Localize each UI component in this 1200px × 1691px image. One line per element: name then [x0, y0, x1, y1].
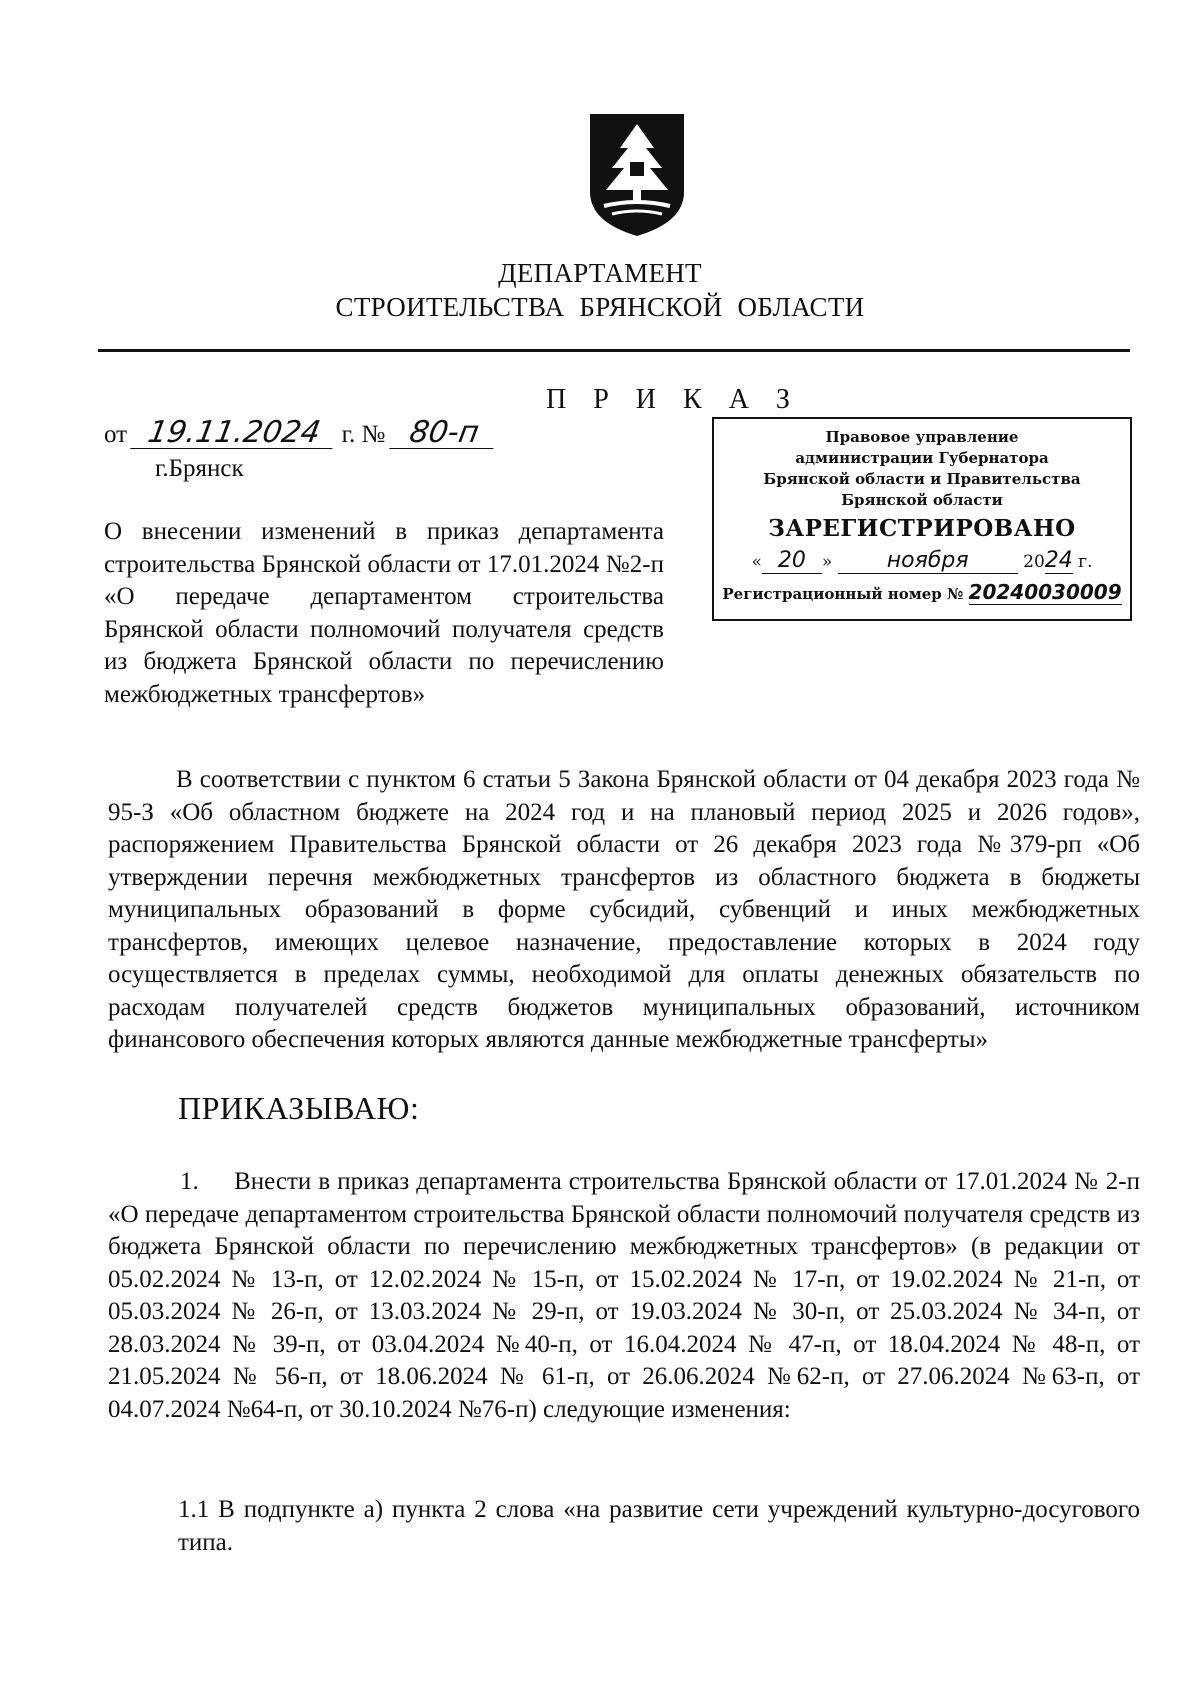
- stamp-reg-number: 20240030009: [968, 580, 1122, 604]
- stamp-date-line: « 20 » ноября 2024 г.: [751, 548, 1093, 573]
- order-item-1: 1. Внести в приказ департамента строительства Брянской области от 17.01.2024 № 2-п «О передаче департаментом строительства Брянской области полномочий получателя средств из бюджета Брянской области по перечислению межбюджетных трансфертов» (в редакции от 05.02.2024 № 13-п, от 12.02.2024 № 15-п, от 15.02.2024 № 17-п, от 19.02.2024 № 21-п, от 05.03.2024 № 26-п, от 13.03.2024 № 29-п, от 19.03.2024 № 30-п, от 25.03.2024 № 34-п, от 28.03.2024 № 39-п, от 03.04.2024 №40-п, от 16.04.2024 № 47-п, от 18.04.2024 № 48-п, от 21.05.2024 № 56-п, от 18.06.2024 № 61-п, от 26.06.2024 №62-п, от 27.06.2024 №63-п, от 04.07.2024 №64-п, от 30.10.2024 №76-п) следующие изменения:: [108, 1168, 1140, 1423]
- coat-of-arms-emblem: [582, 110, 692, 240]
- stamp-reg-label: Регистрационный номер №: [722, 585, 964, 603]
- from-label: от: [104, 421, 128, 448]
- order-subject: О внесении изменений в приказ департамента строительства Брянской области от 17.01.2024 №2-п «О передаче департаментом строительства Брянской области полномочий получателя средств из бюджета Брянской области по перечислению межбюджетных трансфертов»: [104, 518, 664, 708]
- stamp-day: 20: [762, 548, 822, 574]
- stamp-year: 24: [1044, 548, 1073, 573]
- stamp-reg-number-line: [714, 580, 1130, 605]
- city-name: г.Брянск: [155, 455, 244, 482]
- handwritten-order-number: 80-п: [389, 418, 498, 449]
- stamp-year-suffix: г.: [1078, 552, 1093, 572]
- department-name-line2: СТРОИТЕЛЬСТВА БРЯНСКОЙ ОБЛАСТИ: [335, 292, 865, 322]
- header-divider: [98, 349, 1130, 352]
- preamble-paragraph: В соответствии с пунктом 6 статьи 5 Закона Брянской области от 04 декабря 2023 года № 95-З «Об областном бюджете на 2024 год и на плановый период 2025 и 2026 годов», распоряжением Правительства Брянской области от 26 декабря 2023 года №379-рп «Об утверждении перечня межбюджетных трансфертов из областного бюджета в бюджеты муниципальных образований в форме субсидий, субвенций и иных межбюджетных трансфертов, имеющих целевое назначение, предоставление которых в 2024 году осуществляется в пределах суммы, необходимой для оплаты денежных обязательств по расходам получателей средств бюджетов муниципальных образований, источником финансового обеспечения которых являются данные межбюджетные трансферты»: [108, 766, 1140, 1053]
- order-word: ПРИКАЗЫВАЮ:: [178, 1090, 420, 1126]
- stamp-year-prefix: 20: [1023, 552, 1045, 572]
- handwritten-date: 19.11.2024: [131, 418, 338, 449]
- stamp-line-4: Брянской области: [841, 491, 1003, 509]
- order-date-number-line: [104, 415, 496, 450]
- registration-stamp: [712, 417, 1132, 621]
- stamp-registered: ЗАРЕГИСТРИРОВАНО: [768, 515, 1076, 542]
- document-title: П Р И К А З: [546, 384, 800, 415]
- stamp-line-1: Правовое управление: [825, 428, 1019, 446]
- stamp-line-3: Брянской области и Правительства: [763, 470, 1081, 488]
- year-number-label: г. №: [341, 421, 386, 448]
- department-name-line1: ДЕПАРТАМЕНТ: [498, 258, 702, 288]
- order-item-1-1: 1.1 В подпункте а) пункта 2 слова «на развитие сети учреждений культурно-досугового типа.: [178, 1496, 1140, 1556]
- stamp-month: ноября: [838, 548, 1018, 574]
- stamp-line-2: администрации Губернатора: [795, 449, 1049, 467]
